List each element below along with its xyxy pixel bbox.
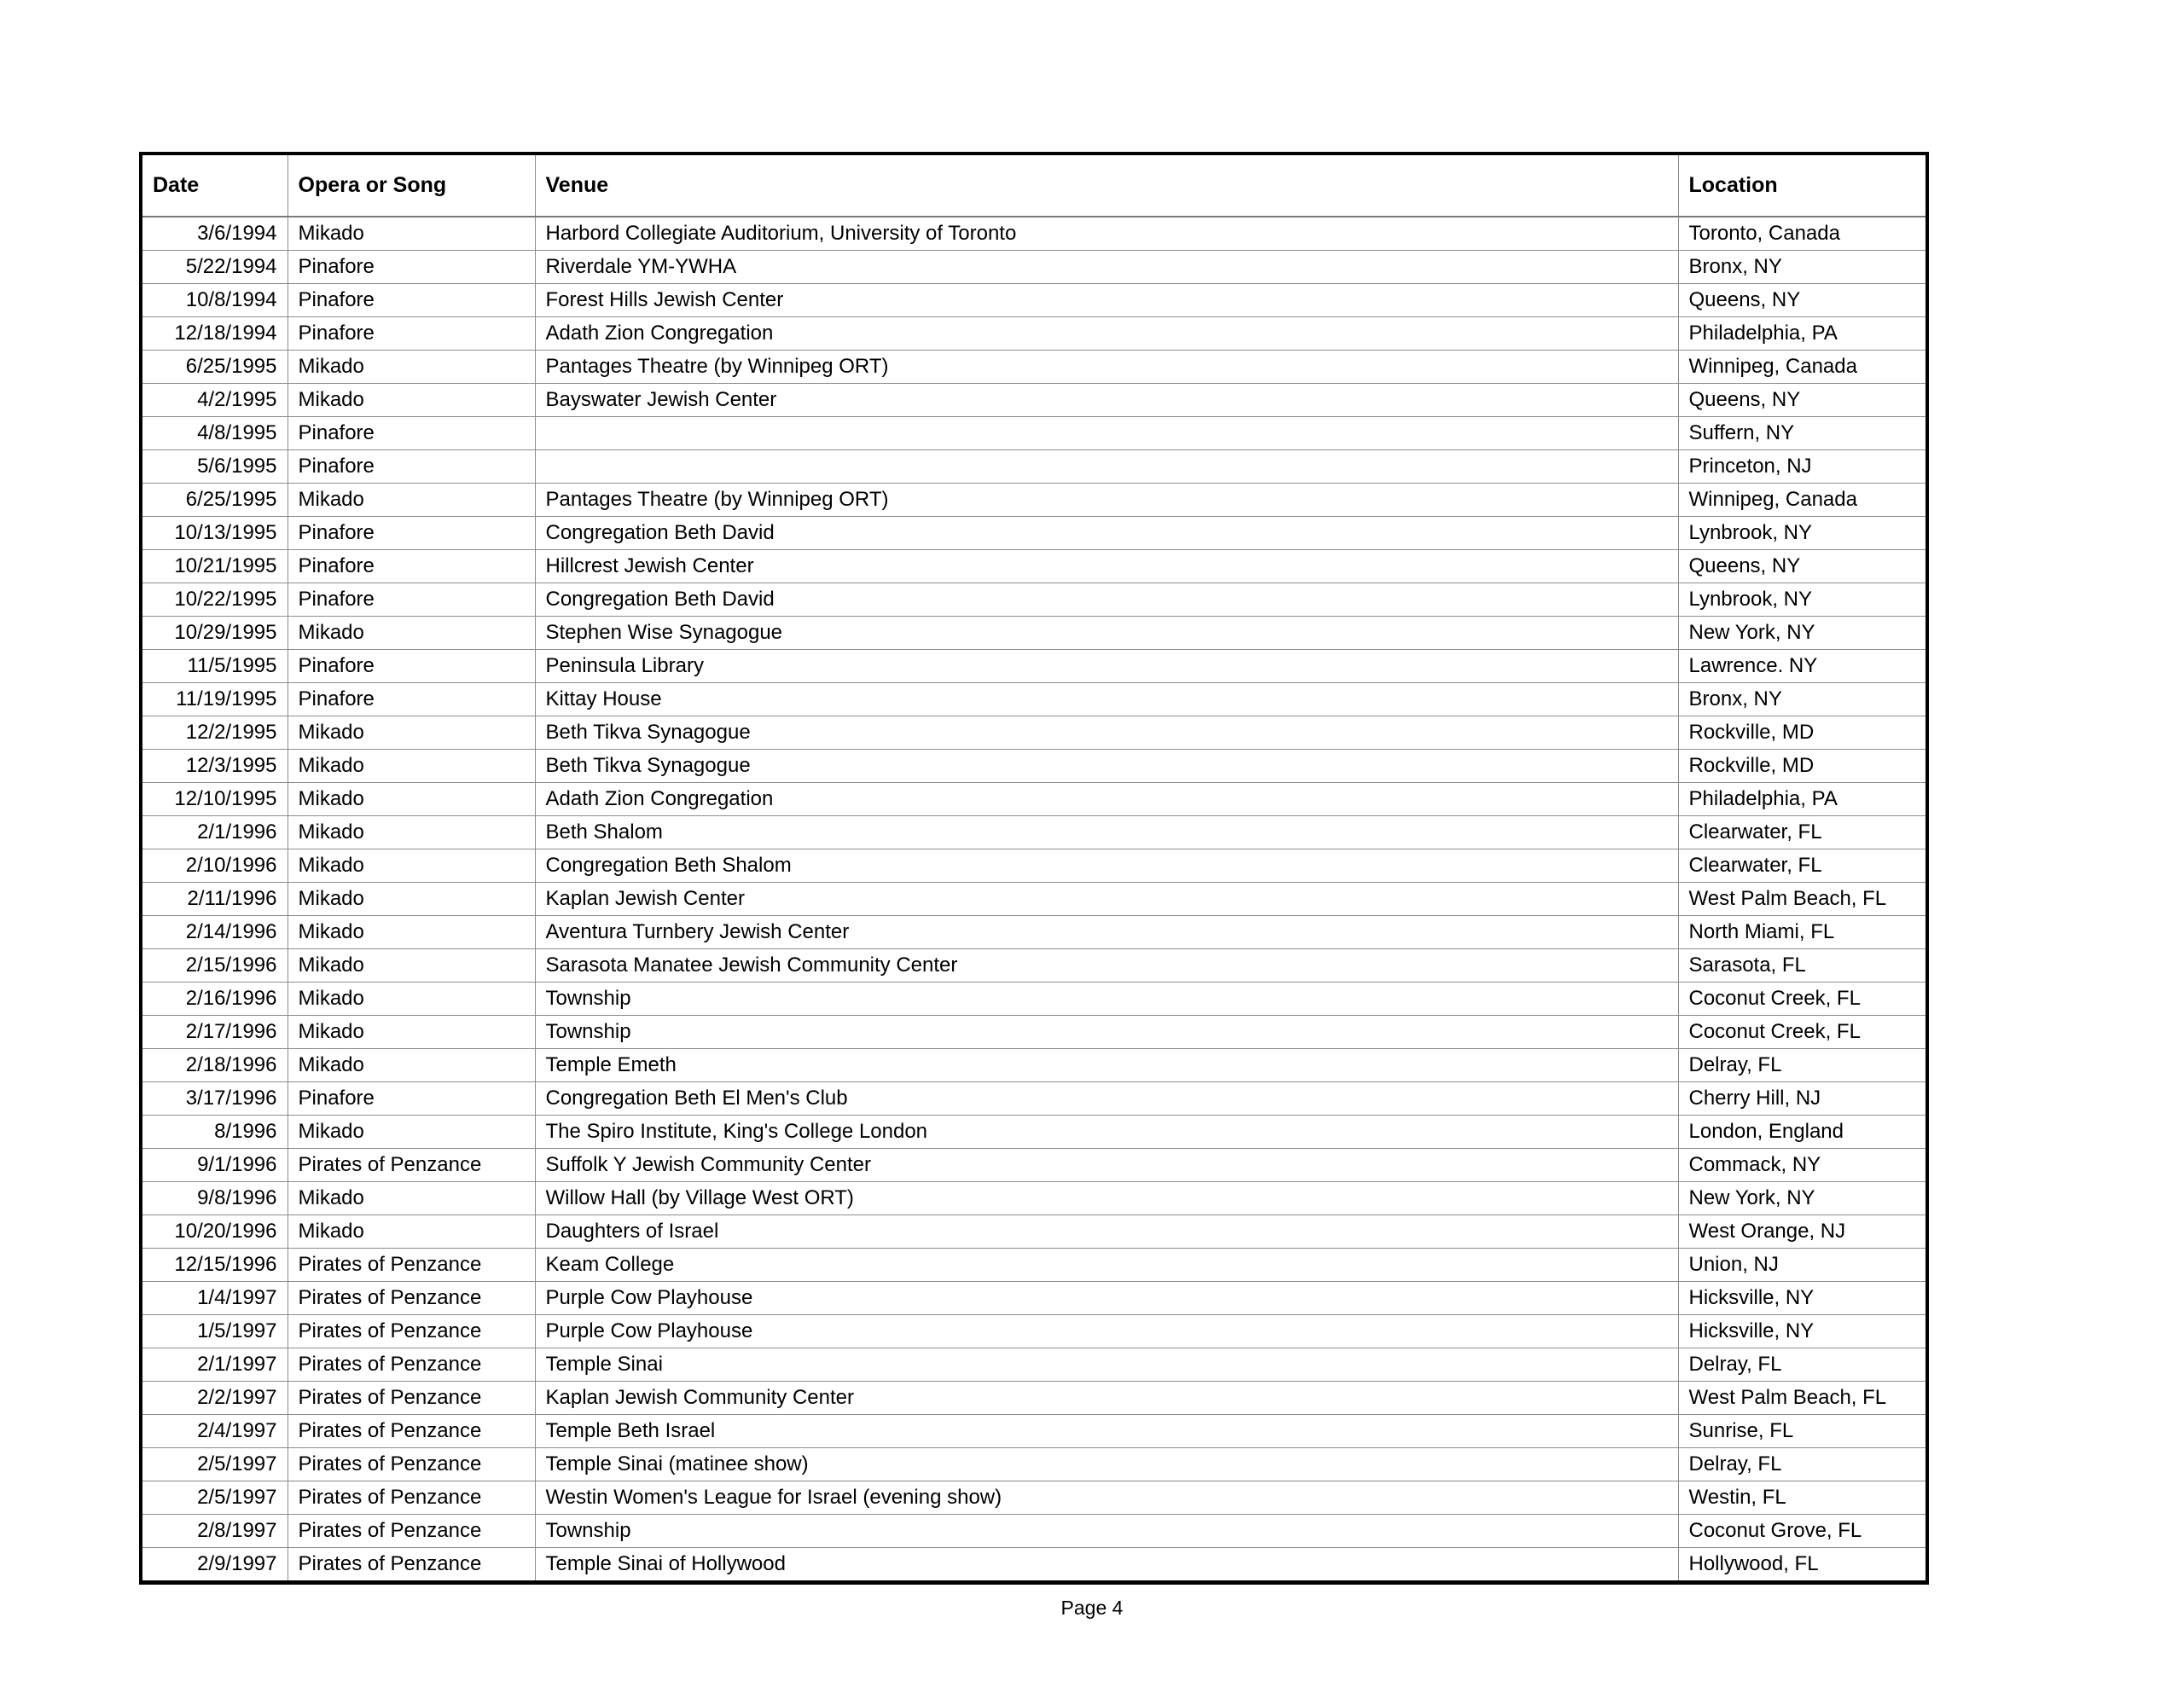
cell-location: Westin, FL (1678, 1481, 1927, 1515)
table-row (141, 716, 1927, 750)
cell-opera: Pinafore (288, 417, 535, 450)
cell-date: 10/22/1995 (141, 583, 288, 617)
cell-date: 10/20/1996 (141, 1215, 288, 1249)
cell-venue: Sarasota Manatee Jewish Community Center (535, 949, 1678, 983)
table-row (141, 783, 1927, 816)
cell-venue: Township (535, 1016, 1678, 1049)
table-row (141, 1315, 1927, 1348)
cell-date: 9/8/1996 (141, 1182, 288, 1215)
table-row (141, 1182, 1927, 1215)
table-row (141, 1082, 1927, 1116)
cell-venue: Kaplan Jewish Center (535, 883, 1678, 916)
table-row (141, 1415, 1927, 1448)
table-row (141, 1215, 1927, 1249)
table-row (141, 983, 1927, 1016)
cell-venue: Purple Cow Playhouse (535, 1282, 1678, 1315)
column-header-opera: Opera or Song (288, 154, 535, 217)
table-row (141, 816, 1927, 849)
cell-location: Coconut Grove, FL (1678, 1515, 1927, 1548)
cell-venue: Bayswater Jewish Center (535, 384, 1678, 417)
performance-schedule-table (139, 152, 1929, 1585)
cell-location: Coconut Creek, FL (1678, 1016, 1927, 1049)
table-row (141, 317, 1927, 351)
schedule-table-container (139, 152, 1926, 1585)
cell-opera: Pirates of Penzance (288, 1149, 535, 1182)
cell-location: Bronx, NY (1678, 251, 1927, 284)
cell-location: Queens, NY (1678, 284, 1927, 317)
cell-date: 12/18/1994 (141, 317, 288, 351)
table-body (141, 217, 1927, 1583)
cell-location: Clearwater, FL (1678, 849, 1927, 883)
cell-date: 3/17/1996 (141, 1082, 288, 1116)
cell-venue: Stephen Wise Synagogue (535, 617, 1678, 650)
table-header (141, 154, 1927, 217)
table-row (141, 617, 1927, 650)
table-row (141, 284, 1927, 317)
cell-location: New York, NY (1678, 1182, 1927, 1215)
cell-venue: Congregation Beth Shalom (535, 849, 1678, 883)
cell-location: Suffern, NY (1678, 417, 1927, 450)
cell-venue: Congregation Beth David (535, 517, 1678, 550)
cell-date: 2/11/1996 (141, 883, 288, 916)
cell-date: 3/6/1994 (141, 217, 288, 251)
cell-opera: Mikado (288, 617, 535, 650)
table-row (141, 251, 1927, 284)
cell-opera: Pinafore (288, 650, 535, 683)
cell-location: West Palm Beach, FL (1678, 1382, 1927, 1415)
cell-opera: Pirates of Penzance (288, 1249, 535, 1282)
cell-date: 2/5/1997 (141, 1448, 288, 1481)
table-row (141, 1481, 1927, 1515)
cell-venue: Congregation Beth El Men's Club (535, 1082, 1678, 1116)
cell-venue: Harbord Collegiate Auditorium, University of Toronto (535, 217, 1678, 251)
cell-date: 12/2/1995 (141, 716, 288, 750)
cell-opera: Pirates of Penzance (288, 1548, 535, 1583)
cell-date: 2/1/1997 (141, 1348, 288, 1382)
cell-location: London, England (1678, 1116, 1927, 1149)
cell-opera: Pinafore (288, 683, 535, 716)
cell-date: 2/16/1996 (141, 983, 288, 1016)
cell-date: 2/1/1996 (141, 816, 288, 849)
table-row (141, 384, 1927, 417)
cell-opera: Pirates of Penzance (288, 1348, 535, 1382)
cell-opera: Pinafore (288, 550, 535, 583)
cell-venue: Temple Sinai of Hollywood (535, 1548, 1678, 1583)
table-row (141, 1016, 1927, 1049)
cell-location: Winnipeg, Canada (1678, 351, 1927, 384)
cell-venue: Temple Emeth (535, 1049, 1678, 1082)
cell-date: 9/1/1996 (141, 1149, 288, 1182)
cell-venue: Temple Sinai (matinee show) (535, 1448, 1678, 1481)
cell-opera: Mikado (288, 351, 535, 384)
cell-location: Hollywood, FL (1678, 1548, 1927, 1583)
cell-opera: Mikado (288, 716, 535, 750)
cell-opera: Pinafore (288, 284, 535, 317)
cell-location: Queens, NY (1678, 550, 1927, 583)
cell-date: 1/4/1997 (141, 1282, 288, 1315)
cell-location: Delray, FL (1678, 1448, 1927, 1481)
table-row (141, 650, 1927, 683)
cell-date: 8/1996 (141, 1116, 288, 1149)
cell-date: 2/14/1996 (141, 916, 288, 949)
cell-venue: Daughters of Israel (535, 1215, 1678, 1249)
table-row (141, 583, 1927, 617)
cell-opera: Pinafore (288, 450, 535, 484)
cell-opera: Mikado (288, 916, 535, 949)
cell-location: Philadelphia, PA (1678, 317, 1927, 351)
cell-location: Bronx, NY (1678, 683, 1927, 716)
cell-date: 2/17/1996 (141, 1016, 288, 1049)
cell-location: Lynbrook, NY (1678, 583, 1927, 617)
cell-venue: Willow Hall (by Village West ORT) (535, 1182, 1678, 1215)
table-row (141, 750, 1927, 783)
cell-opera: Pirates of Penzance (288, 1315, 535, 1348)
table-row (141, 1548, 1927, 1583)
cell-venue: Peninsula Library (535, 650, 1678, 683)
cell-date: 10/13/1995 (141, 517, 288, 550)
cell-date: 11/19/1995 (141, 683, 288, 716)
cell-opera: Mikado (288, 384, 535, 417)
cell-venue: Westin Women's League for Israel (evening show) (535, 1481, 1678, 1515)
table-row (141, 217, 1927, 251)
cell-opera: Pinafore (288, 583, 535, 617)
cell-venue: Temple Beth Israel (535, 1415, 1678, 1448)
cell-opera: Pirates of Penzance (288, 1481, 535, 1515)
cell-venue: Kittay House (535, 683, 1678, 716)
cell-date: 2/15/1996 (141, 949, 288, 983)
cell-opera: Pinafore (288, 251, 535, 284)
cell-date: 10/8/1994 (141, 284, 288, 317)
cell-venue: Adath Zion Congregation (535, 317, 1678, 351)
cell-opera: Pirates of Penzance (288, 1448, 535, 1481)
cell-date: 5/22/1994 (141, 251, 288, 284)
cell-venue: Forest Hills Jewish Center (535, 284, 1678, 317)
table-header-row (141, 154, 1927, 217)
cell-date: 2/8/1997 (141, 1515, 288, 1548)
cell-venue: Beth Tikva Synagogue (535, 716, 1678, 750)
cell-location: West Palm Beach, FL (1678, 883, 1927, 916)
cell-date: 2/18/1996 (141, 1049, 288, 1082)
cell-location: Hicksville, NY (1678, 1282, 1927, 1315)
cell-venue: Hillcrest Jewish Center (535, 550, 1678, 583)
table-row (141, 916, 1927, 949)
cell-location: Princeton, NJ (1678, 450, 1927, 484)
cell-venue: Purple Cow Playhouse (535, 1315, 1678, 1348)
column-header-date: Date (141, 154, 288, 217)
cell-date: 5/6/1995 (141, 450, 288, 484)
cell-date: 10/29/1995 (141, 617, 288, 650)
cell-location: Hicksville, NY (1678, 1315, 1927, 1348)
column-header-location: Location (1678, 154, 1927, 217)
cell-venue: Pantages Theatre (by Winnipeg ORT) (535, 351, 1678, 384)
cell-opera: Pinafore (288, 517, 535, 550)
cell-venue: Keam College (535, 1249, 1678, 1282)
table-row (141, 1515, 1927, 1548)
cell-location: Union, NJ (1678, 1249, 1927, 1282)
cell-location: Delray, FL (1678, 1049, 1927, 1082)
cell-venue: Congregation Beth David (535, 583, 1678, 617)
cell-location: West Orange, NJ (1678, 1215, 1927, 1249)
cell-date: 4/8/1995 (141, 417, 288, 450)
cell-venue (535, 450, 1678, 484)
cell-venue: Pantages Theatre (by Winnipeg ORT) (535, 484, 1678, 517)
cell-venue: Riverdale YM-YWHA (535, 251, 1678, 284)
cell-date: 1/5/1997 (141, 1315, 288, 1348)
cell-opera: Pirates of Penzance (288, 1382, 535, 1415)
cell-opera: Mikado (288, 750, 535, 783)
cell-date: 12/15/1996 (141, 1249, 288, 1282)
cell-location: Rockville, MD (1678, 750, 1927, 783)
cell-venue (535, 417, 1678, 450)
cell-date: 10/21/1995 (141, 550, 288, 583)
table-row (141, 883, 1927, 916)
cell-venue: Township (535, 1515, 1678, 1548)
cell-location: Cherry Hill, NJ (1678, 1082, 1927, 1116)
table-row (141, 1249, 1927, 1282)
cell-opera: Mikado (288, 983, 535, 1016)
cell-opera: Mikado (288, 484, 535, 517)
table-row (141, 417, 1927, 450)
table-row (141, 550, 1927, 583)
cell-date: 2/10/1996 (141, 849, 288, 883)
table-row (141, 1149, 1927, 1182)
page-footer: Page 4 (1060, 1597, 1124, 1619)
cell-date: 4/2/1995 (141, 384, 288, 417)
table-row (141, 1282, 1927, 1315)
table-row (141, 1382, 1927, 1415)
cell-opera: Mikado (288, 217, 535, 251)
cell-venue: The Spiro Institute, King's College London (535, 1116, 1678, 1149)
table-row (141, 1116, 1927, 1149)
cell-date: 6/25/1995 (141, 351, 288, 384)
cell-location: Sunrise, FL (1678, 1415, 1927, 1448)
cell-date: 2/2/1997 (141, 1382, 288, 1415)
cell-date: 2/9/1997 (141, 1548, 288, 1583)
cell-opera: Mikado (288, 883, 535, 916)
cell-location: Sarasota, FL (1678, 949, 1927, 983)
cell-location: North Miami, FL (1678, 916, 1927, 949)
cell-opera: Pinafore (288, 1082, 535, 1116)
cell-date: 12/10/1995 (141, 783, 288, 816)
cell-venue: Township (535, 983, 1678, 1016)
cell-location: Lawrence. NY (1678, 650, 1927, 683)
cell-location: Winnipeg, Canada (1678, 484, 1927, 517)
cell-location: Lynbrook, NY (1678, 517, 1927, 550)
cell-opera: Pirates of Penzance (288, 1415, 535, 1448)
cell-location: Coconut Creek, FL (1678, 983, 1927, 1016)
column-header-venue: Venue (535, 154, 1678, 217)
cell-location: Commack, NY (1678, 1149, 1927, 1182)
cell-opera: Mikado (288, 783, 535, 816)
table-row (141, 949, 1927, 983)
cell-date: 2/4/1997 (141, 1415, 288, 1448)
cell-opera: Pirates of Penzance (288, 1282, 535, 1315)
cell-location: Delray, FL (1678, 1348, 1927, 1382)
table-row (141, 849, 1927, 883)
cell-venue: Beth Shalom (535, 816, 1678, 849)
cell-date: 2/5/1997 (141, 1481, 288, 1515)
cell-opera: Mikado (288, 1182, 535, 1215)
cell-venue: Kaplan Jewish Community Center (535, 1382, 1678, 1415)
cell-date: 6/25/1995 (141, 484, 288, 517)
cell-location: New York, NY (1678, 617, 1927, 650)
table-row (141, 351, 1927, 384)
cell-opera: Pirates of Penzance (288, 1515, 535, 1548)
cell-opera: Mikado (288, 1215, 535, 1249)
table-row (141, 484, 1927, 517)
table-row (141, 1049, 1927, 1082)
cell-opera: Mikado (288, 816, 535, 849)
table-row (141, 517, 1927, 550)
cell-date: 11/5/1995 (141, 650, 288, 683)
cell-opera: Mikado (288, 1049, 535, 1082)
cell-location: Toronto, Canada (1678, 217, 1927, 251)
cell-venue: Aventura Turnbery Jewish Center (535, 916, 1678, 949)
cell-opera: Pinafore (288, 317, 535, 351)
cell-location: Clearwater, FL (1678, 816, 1927, 849)
cell-venue: Adath Zion Congregation (535, 783, 1678, 816)
table-row (141, 1448, 1927, 1481)
cell-venue: Suffolk Y Jewish Community Center (535, 1149, 1678, 1182)
cell-venue: Temple Sinai (535, 1348, 1678, 1382)
cell-date: 12/3/1995 (141, 750, 288, 783)
cell-opera: Mikado (288, 949, 535, 983)
cell-location: Rockville, MD (1678, 716, 1927, 750)
cell-location: Queens, NY (1678, 384, 1927, 417)
table-row (141, 683, 1927, 716)
table-row (141, 1348, 1927, 1382)
cell-location: Philadelphia, PA (1678, 783, 1927, 816)
cell-opera: Mikado (288, 849, 535, 883)
cell-venue: Beth Tikva Synagogue (535, 750, 1678, 783)
table-row (141, 450, 1927, 484)
cell-opera: Mikado (288, 1116, 535, 1149)
cell-opera: Mikado (288, 1016, 535, 1049)
